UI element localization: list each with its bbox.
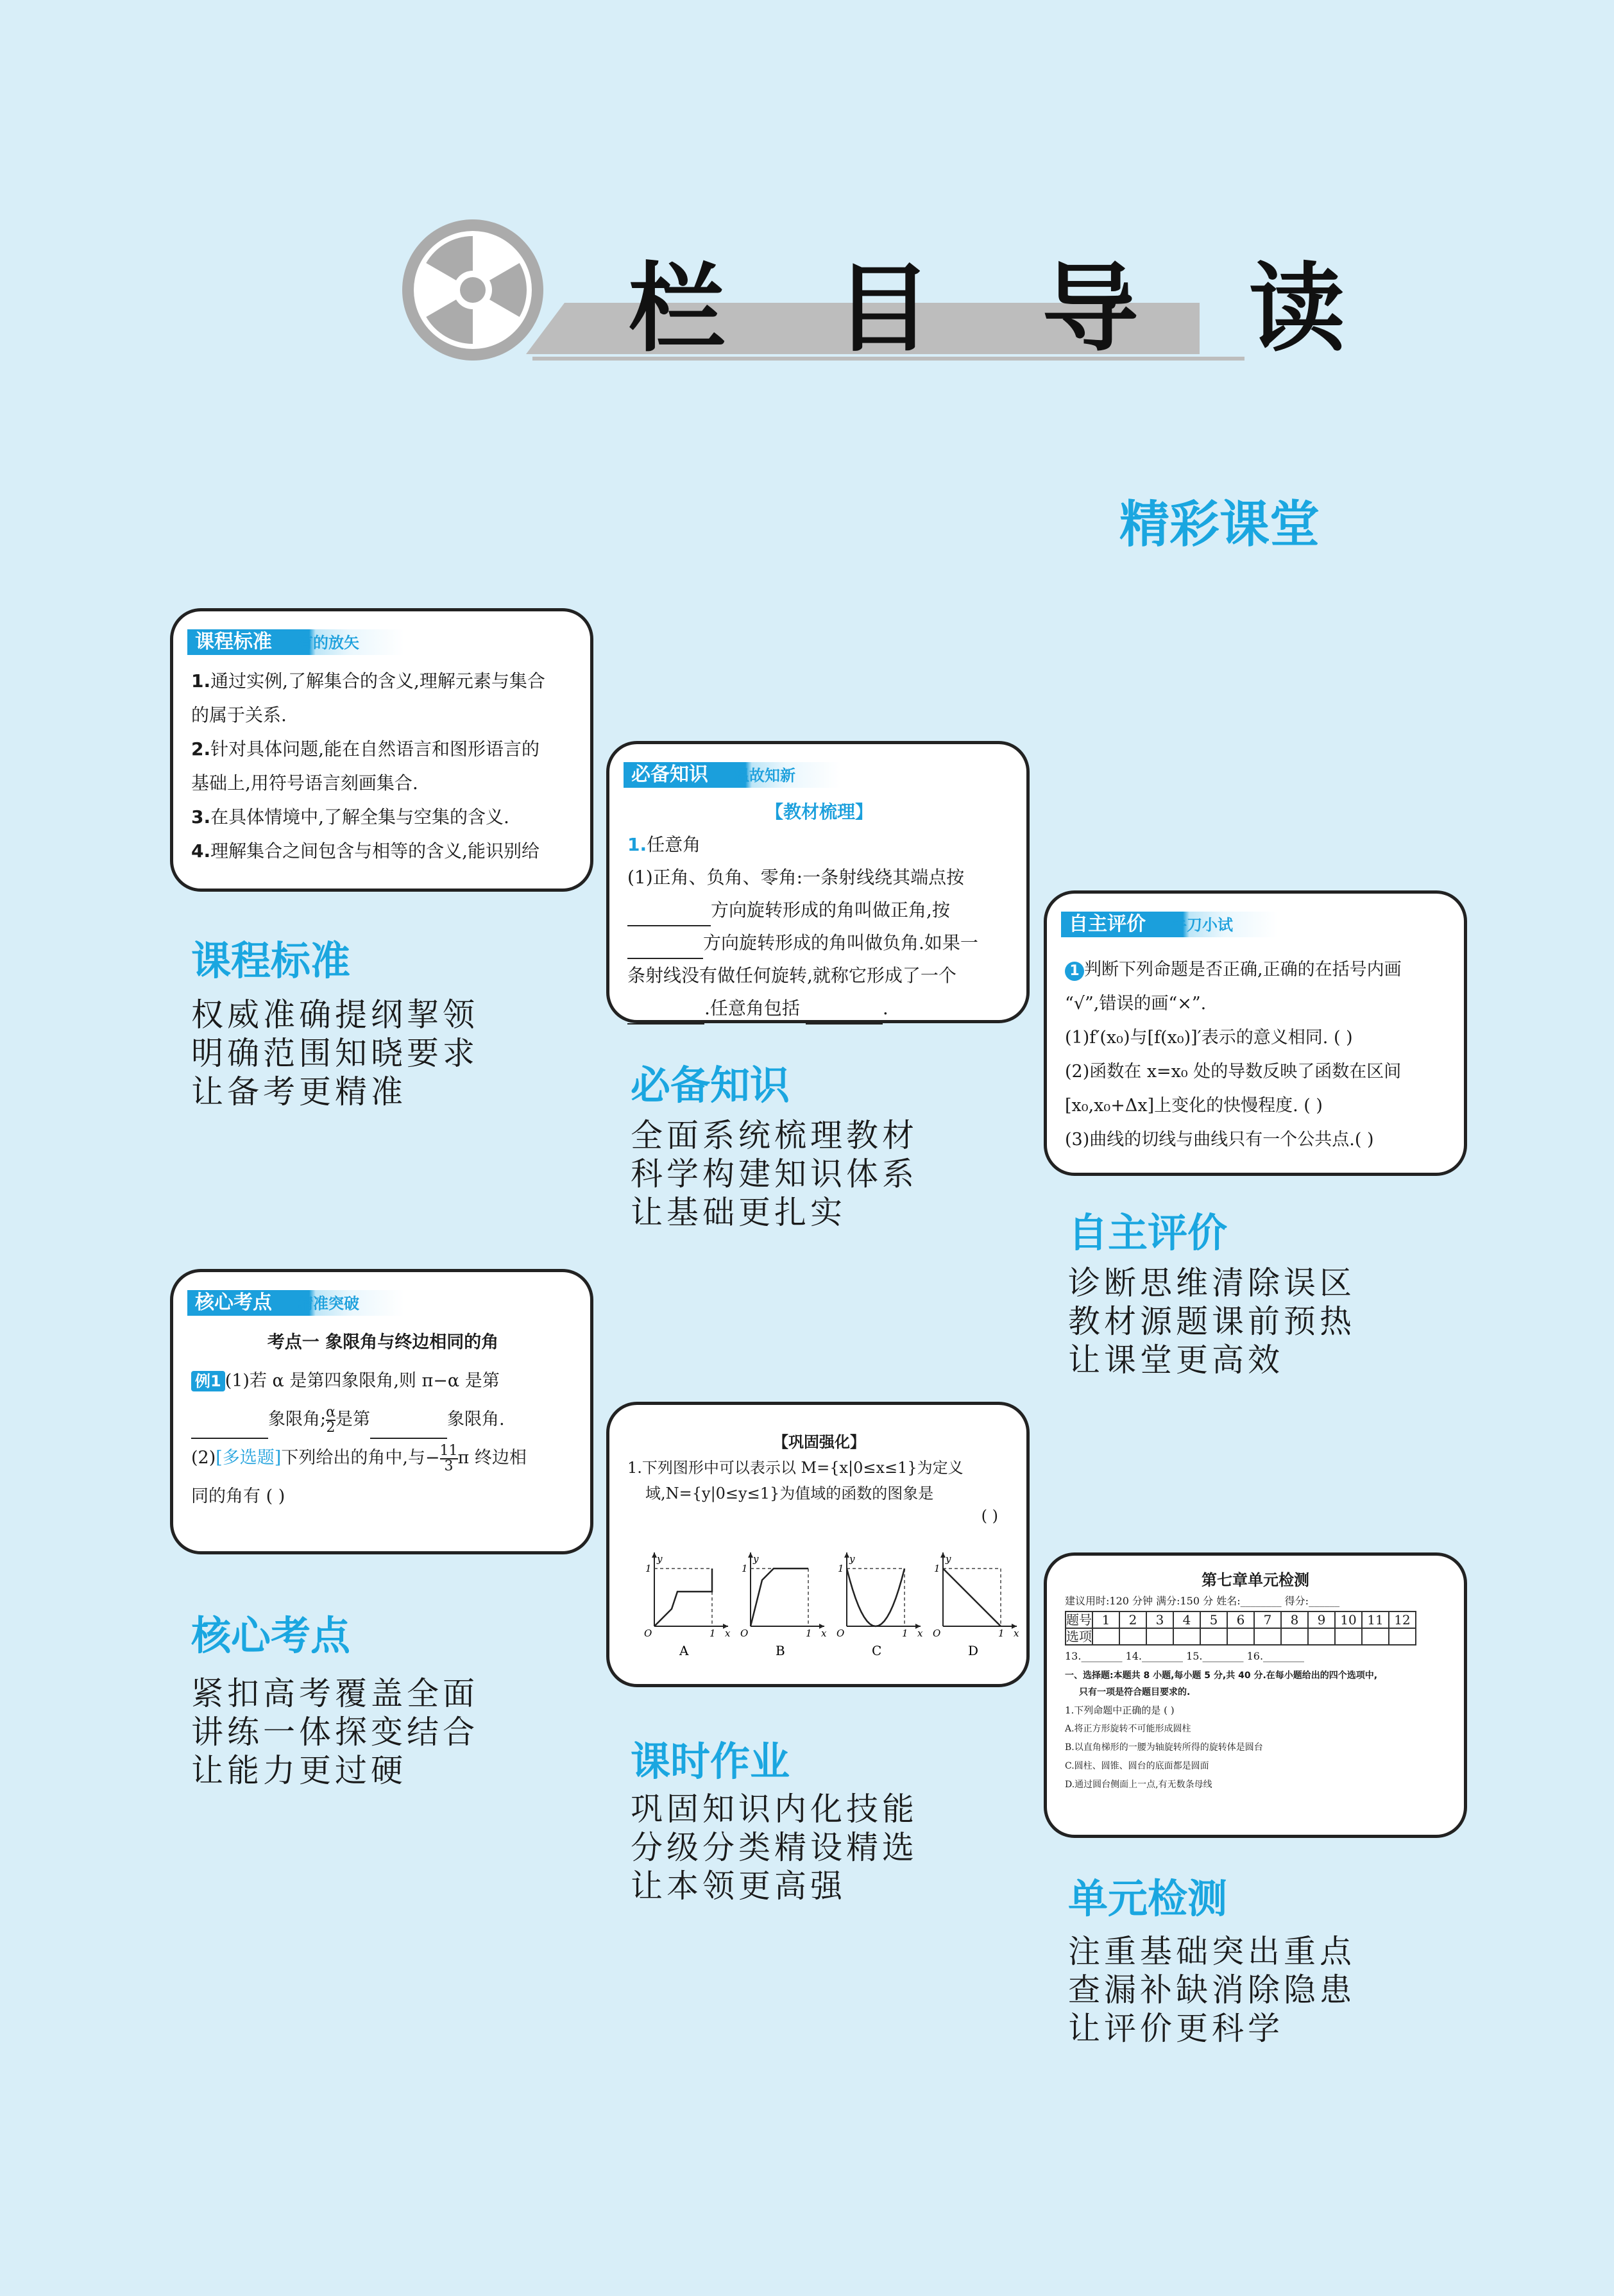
text-line: (2)函数在 x=x₀ 处的导数反映了函数在区间	[1065, 1062, 1402, 1082]
answer-grid	[1065, 1611, 1416, 1645]
item-text: 理解集合之间包含与相等的含义,能识别给	[210, 840, 540, 862]
text-line	[191, 664, 575, 698]
item-text: 方向旋转形成的角叫做负角.如果一	[703, 932, 978, 953]
grid-cell[interactable]	[1389, 1628, 1416, 1645]
caption-core-topic: 核心考点	[191, 1612, 351, 1659]
question-text: 1.下列命题中正确的是 ( )	[1065, 1705, 1175, 1716]
text-line	[191, 1400, 575, 1439]
card-tag-label: 必备知识	[631, 763, 708, 786]
answer-blank	[191, 1418, 268, 1439]
desc-line: 诊断思维清除误区	[1068, 1264, 1355, 1302]
item-text: (1)若 α 是第四象限角,则 π−α 是第	[225, 1371, 500, 1391]
grid-cell[interactable]	[1227, 1628, 1254, 1645]
desc-self-assessment	[1068, 1264, 1355, 1379]
grid-label: 选项	[1066, 1629, 1092, 1644]
function-curve	[654, 1569, 712, 1626]
origin-label: O	[740, 1628, 749, 1639]
item-number: 3.	[191, 806, 211, 828]
item-text: (2)	[191, 1448, 216, 1468]
text-line	[191, 834, 575, 868]
fraction	[440, 1444, 458, 1474]
card-tag	[187, 1290, 404, 1316]
caption-homework: 课时作业	[631, 1738, 790, 1785]
desc-line: 查漏补缺消除隐患	[1068, 1971, 1355, 2009]
origin-label: O	[933, 1628, 941, 1639]
grid-cell[interactable]	[1254, 1628, 1281, 1645]
grid-row-options	[1066, 1628, 1416, 1645]
desc-line: 让基础更扎实	[631, 1194, 846, 1231]
item-text: .任意角包括	[704, 998, 800, 1019]
core-topic-card	[170, 1269, 593, 1554]
answer-blank	[627, 939, 703, 959]
function-curve	[847, 1569, 905, 1626]
desc-line: 明确范围知晓要求	[191, 1035, 479, 1072]
tick-label: 1	[645, 1563, 652, 1574]
desc-line: 分级分类精设精选	[631, 1829, 918, 1866]
tick-label: 1	[742, 1563, 748, 1574]
desc-core-topic	[191, 1674, 479, 1790]
section-instruction: 一、选择题:本题共 8 小题,每小题 5 分,共 40 分.在每小题给出的四个选项中,	[1065, 1671, 1378, 1681]
graph-label: A	[679, 1643, 689, 1658]
text-line	[627, 992, 1011, 1025]
fraction-denominator: 3	[440, 1458, 458, 1474]
tick-label: 1	[838, 1563, 844, 1574]
item-number: 1.	[627, 834, 647, 855]
text-line: (1)f′(x₀)与[f(x₀)]′表示的意义相同. ( )	[1065, 1028, 1353, 1048]
grid-cell[interactable]	[1092, 1628, 1119, 1645]
grid-cell[interactable]	[1281, 1628, 1308, 1645]
arrow-icon	[748, 1552, 753, 1558]
card-body	[627, 795, 1011, 1025]
tick-label: 1	[998, 1628, 1005, 1639]
grid-cell: 12	[1389, 1611, 1416, 1628]
card-tag	[624, 762, 840, 788]
caption-essential-knowledge: 必备知识	[631, 1062, 790, 1109]
text-line: “√”,错误的画“×”.	[1065, 994, 1207, 1014]
card-tag	[187, 629, 404, 655]
text-line	[1065, 953, 1448, 987]
axis-label-x: x	[821, 1628, 827, 1639]
item-text: π 终边相	[457, 1448, 527, 1468]
item-text: .	[882, 998, 888, 1019]
item-text: 下列给出的角中,与−	[281, 1448, 440, 1468]
text-line	[627, 894, 1011, 926]
grid-cell[interactable]	[1308, 1628, 1335, 1645]
essential-knowledge-card	[606, 741, 1030, 1023]
desc-course-standard	[191, 996, 479, 1111]
text-line	[191, 698, 575, 732]
text-line: 1.下列图形中可以表示以 M={x|0≤x≤1}为定义	[627, 1459, 964, 1477]
axis-label-y: y	[946, 1553, 951, 1565]
grid-cell[interactable]	[1173, 1628, 1200, 1645]
item-number: 1.	[191, 670, 211, 692]
grid-cell[interactable]	[1335, 1628, 1362, 1645]
card-tag-sub: 牛刀小试	[1171, 916, 1233, 934]
desc-line: 教材源题课前预热	[1068, 1303, 1355, 1340]
grid-row-numbers	[1066, 1611, 1416, 1628]
card-body	[1065, 1569, 1446, 1794]
course-standard-card	[170, 608, 593, 892]
caption-course-standard: 课程标准	[191, 937, 351, 984]
fraction-denominator: 2	[326, 1419, 336, 1436]
answer-blank	[627, 906, 711, 926]
axis-label-y: y	[657, 1553, 663, 1565]
radiation-icon	[401, 218, 545, 362]
tick-label: 1	[902, 1628, 908, 1639]
text-line: (1)正角、负角、零角:一条射线绕其端点按	[627, 867, 965, 888]
grid-label: 题号	[1066, 1612, 1092, 1628]
graph-label: D	[968, 1643, 979, 1658]
text-line	[627, 926, 1011, 959]
desc-line: 紧扣高考覆盖全面	[191, 1675, 479, 1712]
example-badge: 例1	[191, 1371, 225, 1391]
desc-essential-knowledge	[631, 1116, 918, 1232]
desc-line: 让能力更过硬	[191, 1752, 407, 1789]
axis-label-x: x	[917, 1628, 923, 1639]
grid-cell: 8	[1281, 1611, 1308, 1628]
desc-line: 科学构建知识体系	[631, 1155, 918, 1193]
item-text: 象限角.	[446, 1409, 505, 1429]
option-text: C.圆柱、圆锥、圆台的底面都是圆面	[1065, 1761, 1209, 1771]
axis-label-x: x	[725, 1628, 731, 1639]
arrow-icon	[844, 1552, 849, 1558]
item-text: 象限角;	[268, 1409, 327, 1429]
desc-line: 巩固知识内化技能	[631, 1790, 918, 1828]
origin-label: O	[644, 1628, 652, 1639]
grid-cell: 10	[1335, 1611, 1362, 1628]
axis-label-y: y	[753, 1553, 759, 1565]
grid-cell: 1	[1092, 1611, 1119, 1628]
card-body	[191, 1323, 575, 1516]
desc-homework	[631, 1790, 918, 1905]
grid-cell: 3	[1146, 1611, 1173, 1628]
item-text: 判断下列命题是否正确,正确的在括号内画	[1084, 960, 1402, 980]
test-meta: 建议用时:120 分钟 满分:150 分 姓名:________ 得分:______	[1065, 1595, 1340, 1607]
answer-bracket: ( )	[981, 1507, 998, 1525]
card-tag-label: 自主评价	[1069, 913, 1146, 935]
fraction-numerator: α	[326, 1404, 336, 1420]
card-tag-sub: 有的放矢	[298, 634, 359, 652]
desc-line: 注重基础突出重点	[1068, 1933, 1355, 1970]
desc-line: 让本领更高强	[631, 1867, 846, 1905]
grid-cell[interactable]	[1200, 1628, 1227, 1645]
section-instruction: 只有一项是符合题目要求的.	[1079, 1687, 1191, 1697]
unit-test-card	[1044, 1552, 1467, 1838]
option-text: A.将正方形旋转不可能形成圆柱	[1065, 1724, 1191, 1734]
axis-label-x: x	[1014, 1628, 1019, 1639]
item-text: 在具体情境中,了解全集与空集的含义.	[210, 806, 509, 828]
section-heading: 【教材梳理】	[765, 801, 873, 822]
answer-blank	[806, 1004, 883, 1025]
function-curve	[943, 1569, 1001, 1626]
card-body	[1065, 953, 1448, 1157]
tick-label: 1	[709, 1628, 716, 1639]
item-text: 通过实例,了解集合的含义,理解元素与集合	[210, 670, 545, 692]
card-tag	[1061, 912, 1278, 937]
item-number: 4.	[191, 840, 211, 862]
card-body	[627, 1429, 1011, 1526]
item-text: 是第	[335, 1409, 370, 1429]
caption-unit-test: 单元检测	[1068, 1875, 1228, 1922]
text-line: 条射线没有做任何旋转,就称它形成了一个	[627, 965, 956, 986]
origin-label: O	[837, 1628, 845, 1639]
card-tag-label: 核心考点	[195, 1291, 272, 1314]
section-title: 精彩课堂	[1119, 496, 1320, 554]
question-number: 1	[1065, 962, 1084, 981]
page-title: 栏 目 导 读	[629, 253, 1384, 365]
desc-line: 让课堂更高效	[1068, 1341, 1284, 1379]
homework-card	[606, 1402, 1030, 1687]
fraction	[326, 1406, 336, 1435]
answer-blank	[627, 1004, 704, 1025]
text-line	[191, 732, 575, 766]
grid-cell: 9	[1308, 1611, 1335, 1628]
multi-choice-label: [多选题]	[216, 1448, 282, 1468]
grid-cell: 5	[1200, 1611, 1227, 1628]
desc-line: 全面系统梳理教材	[631, 1117, 918, 1154]
text-line: [x₀,x₀+Δx]上变化的快慢程度. ( )	[1065, 1096, 1323, 1116]
grid-cell: 4	[1173, 1611, 1200, 1628]
desc-unit-test	[1068, 1932, 1355, 2048]
grid-cell: 6	[1227, 1611, 1254, 1628]
arrow-icon	[652, 1552, 657, 1558]
tick-label: 1	[934, 1563, 940, 1574]
text-line: (3)曲线的切线与曲线只有一个公共点.( )	[1065, 1130, 1374, 1150]
grid-cell: 2	[1119, 1611, 1146, 1628]
test-title: 第七章单元检测	[1202, 1570, 1309, 1589]
graph-label: B	[776, 1643, 785, 1658]
item-text: 针对具体问题,能在自然语言和图形语言的	[210, 738, 540, 760]
option-text: D.通过圆台侧面上一点,有无数条母线	[1065, 1780, 1212, 1790]
function-graphs	[629, 1540, 1019, 1662]
item-text: 方向旋转形成的角叫做正角,按	[711, 899, 950, 921]
card-body	[191, 664, 575, 868]
item-text: 任意角	[647, 834, 701, 855]
text-line	[191, 1362, 575, 1400]
section-heading: 【巩固强化】	[773, 1433, 865, 1451]
text-line: 域,N={y|0≤y≤1}为值域的函数的图象是	[645, 1484, 934, 1502]
grid-cell: 7	[1254, 1611, 1281, 1628]
desc-line: 让评价更科学	[1068, 2010, 1284, 2047]
text-line	[191, 1439, 575, 1477]
grid-cell: 11	[1362, 1611, 1389, 1628]
answer-blank	[370, 1418, 447, 1439]
grid-cell[interactable]	[1362, 1628, 1389, 1645]
card-tag-sub: 精准突破	[298, 1295, 359, 1313]
card-tag-sub: 温故知新	[734, 767, 795, 785]
function-curve	[751, 1569, 808, 1626]
item-text: 基础上,用符号语言刻画集合.	[191, 772, 418, 794]
text-line	[191, 766, 575, 800]
caption-self-assessment: 自主评价	[1068, 1209, 1228, 1256]
arrow-icon	[940, 1552, 946, 1558]
desc-line: 权威准确提纲挈领	[191, 996, 479, 1033]
topic-heading: 考点一 象限角与终边相同的角	[267, 1332, 499, 1352]
card-tag-label: 课程标准	[195, 631, 272, 653]
tick-label: 1	[806, 1628, 812, 1639]
text-line	[191, 800, 575, 834]
fill-blanks: 13.________ 14.________ 15.________ 16.________	[1065, 1650, 1305, 1662]
axis-label-y: y	[849, 1553, 855, 1565]
item-text: 的属于关系.	[191, 704, 287, 726]
fraction-numerator: 11	[439, 1442, 458, 1459]
option-text: B.以直角梯形的一腰为轴旋转所得的旋转体是圆台	[1065, 1742, 1263, 1753]
grid-cell[interactable]	[1146, 1628, 1173, 1645]
dashed-guide	[751, 1569, 808, 1626]
text-line	[627, 828, 1011, 861]
text-line: 同的角有 ( )	[191, 1486, 285, 1506]
desc-line: 讲练一体探变结合	[191, 1713, 479, 1751]
grid-cell[interactable]	[1119, 1628, 1146, 1645]
self-assessment-card	[1044, 890, 1467, 1176]
graph-label: C	[872, 1643, 882, 1658]
item-number: 2.	[191, 738, 211, 760]
desc-line: 让备考更精准	[191, 1073, 407, 1110]
